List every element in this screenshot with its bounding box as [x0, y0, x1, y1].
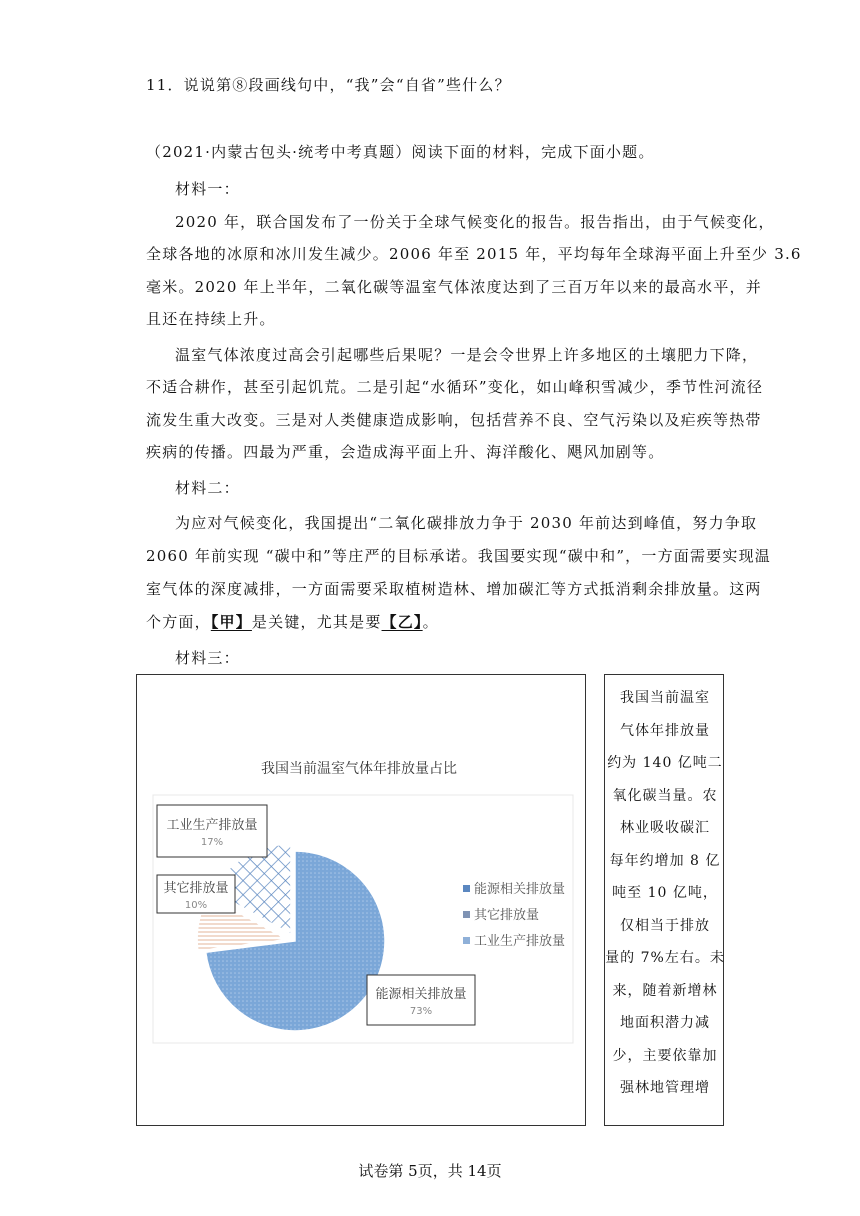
chart-box — [136, 674, 586, 1126]
m2-line3: 室气体的深度减排，一方面需要采取植树造林、增加碳汇等方式抵消剩余排放量。这两 — [146, 580, 762, 598]
m1-p1-line4: 且还在持续上升。 — [146, 310, 276, 328]
pie-slices — [197, 844, 385, 1031]
blank-yi: 【乙】 — [381, 613, 423, 631]
callout-label: 能源相关排放量 — [375, 987, 467, 1002]
chart-legend — [463, 881, 565, 949]
question-11: 11．说说第⑧段画线句中，“我”会“自省”些什么？ — [146, 76, 511, 94]
side-note-line: 林业吸收碳汇 — [620, 820, 710, 836]
pie-chart — [137, 675, 584, 1124]
m2-line4-mid: 是关键，尤其是要 — [251, 613, 382, 631]
m2-line4-prefix: 个方面， — [146, 613, 211, 631]
side-note-line: 吨至 10 亿吨， — [612, 885, 718, 901]
legend-label: 工业生产排放量 — [474, 934, 566, 949]
m1-p2-line1: 温室气体浓度过高会引起哪些后果呢？一是会令世界上许多地区的土壤肥力下降， — [175, 346, 759, 364]
callout-energy — [367, 975, 475, 1025]
m1-p2-line3: 流发生重大改变。三是对人类健康造成影响，包括营养不良、空气污染以及疟疾等热带 — [146, 411, 762, 429]
side-note-line: 约为 140 亿吨二 — [607, 755, 723, 771]
source-line: （2021·内蒙古包头·统考中考真题）阅读下面的材料，完成下面小题。 — [146, 143, 655, 161]
side-note-box — [604, 674, 724, 1126]
m1-p1-line2: 全球各地的冰原和冰川发生减少。2006 年至 2015 年，平均每年全球海平面上升至少 3.6 — [146, 245, 802, 263]
page-footer: 试卷第 5页，共 14页 — [358, 1162, 502, 1180]
side-note-line: 氧化碳当量。农 — [612, 787, 718, 804]
side-note-line: 每年约增加 8 亿 — [609, 852, 721, 869]
m2-line1: 为应对气候变化，我国提出“二氧化碳排放力争于 2030 年前达到峰值，努力争取 — [175, 514, 758, 532]
callout-industry — [157, 805, 267, 857]
side-note-line: 仅相当于排放 — [620, 917, 710, 934]
m1-p2-line2: 不适合耕作，甚至引起饥荒。二是引起“水循环”变化，如山峰积雪减少，季节性河流径 — [146, 378, 764, 396]
legend-label: 能源相关排放量 — [474, 882, 566, 897]
material1-heading: 材料一： — [175, 180, 240, 198]
m2-line4-end: 。 — [422, 613, 439, 631]
m1-p1-line1: 2020 年，联合国发布了一份关于全球气候变化的报告。报告指出，由于气候变化， — [175, 213, 775, 231]
callout-label: 工业生产排放量 — [166, 818, 258, 833]
legend-swatch — [463, 911, 470, 918]
callout-value: 17% — [200, 837, 224, 848]
legend-label: 其它排放量 — [474, 908, 540, 923]
side-note-line: 量的 7%左右。未 — [605, 950, 725, 966]
callout-label: 其它排放量 — [163, 881, 229, 896]
callout-other — [157, 875, 235, 913]
m1-p2-line4: 疾病的传播。四最为严重，会造成海平面上升、海洋酸化、飓风加剧等。 — [146, 443, 665, 461]
side-note-line: 少，主要依靠加 — [612, 1047, 718, 1064]
callout-value: 10% — [184, 900, 208, 911]
legend-swatch — [463, 885, 470, 892]
side-note-line: 我国当前温室 — [620, 690, 710, 706]
side-note-line: 来，随着新增林 — [612, 982, 718, 999]
material2-heading: 材料二： — [175, 479, 240, 497]
side-note-line: 地面积潜力减 — [620, 1015, 710, 1031]
callout-value: 73% — [409, 1006, 433, 1017]
m2-line4 — [146, 611, 439, 632]
chart-title: 我国当前温室气体年排放量占比 — [261, 761, 457, 777]
m1-p1-line3: 毫米。2020 年上半年，二氧化碳等温室气体浓度达到了三百万年以来的最高水平，并 — [146, 278, 762, 296]
legend-swatch — [463, 937, 470, 944]
blank-jia: 【甲】 — [210, 613, 252, 631]
m2-line2: 2060 年前实现 “碳中和”等庄严的目标承诺。我国要实现“碳中和”，一方面需要实现温 — [146, 547, 771, 565]
side-note-line: 气体年排放量 — [620, 722, 710, 739]
material3-heading: 材料三： — [175, 649, 240, 667]
side-note-line: 强林地管理增 — [620, 1080, 710, 1096]
